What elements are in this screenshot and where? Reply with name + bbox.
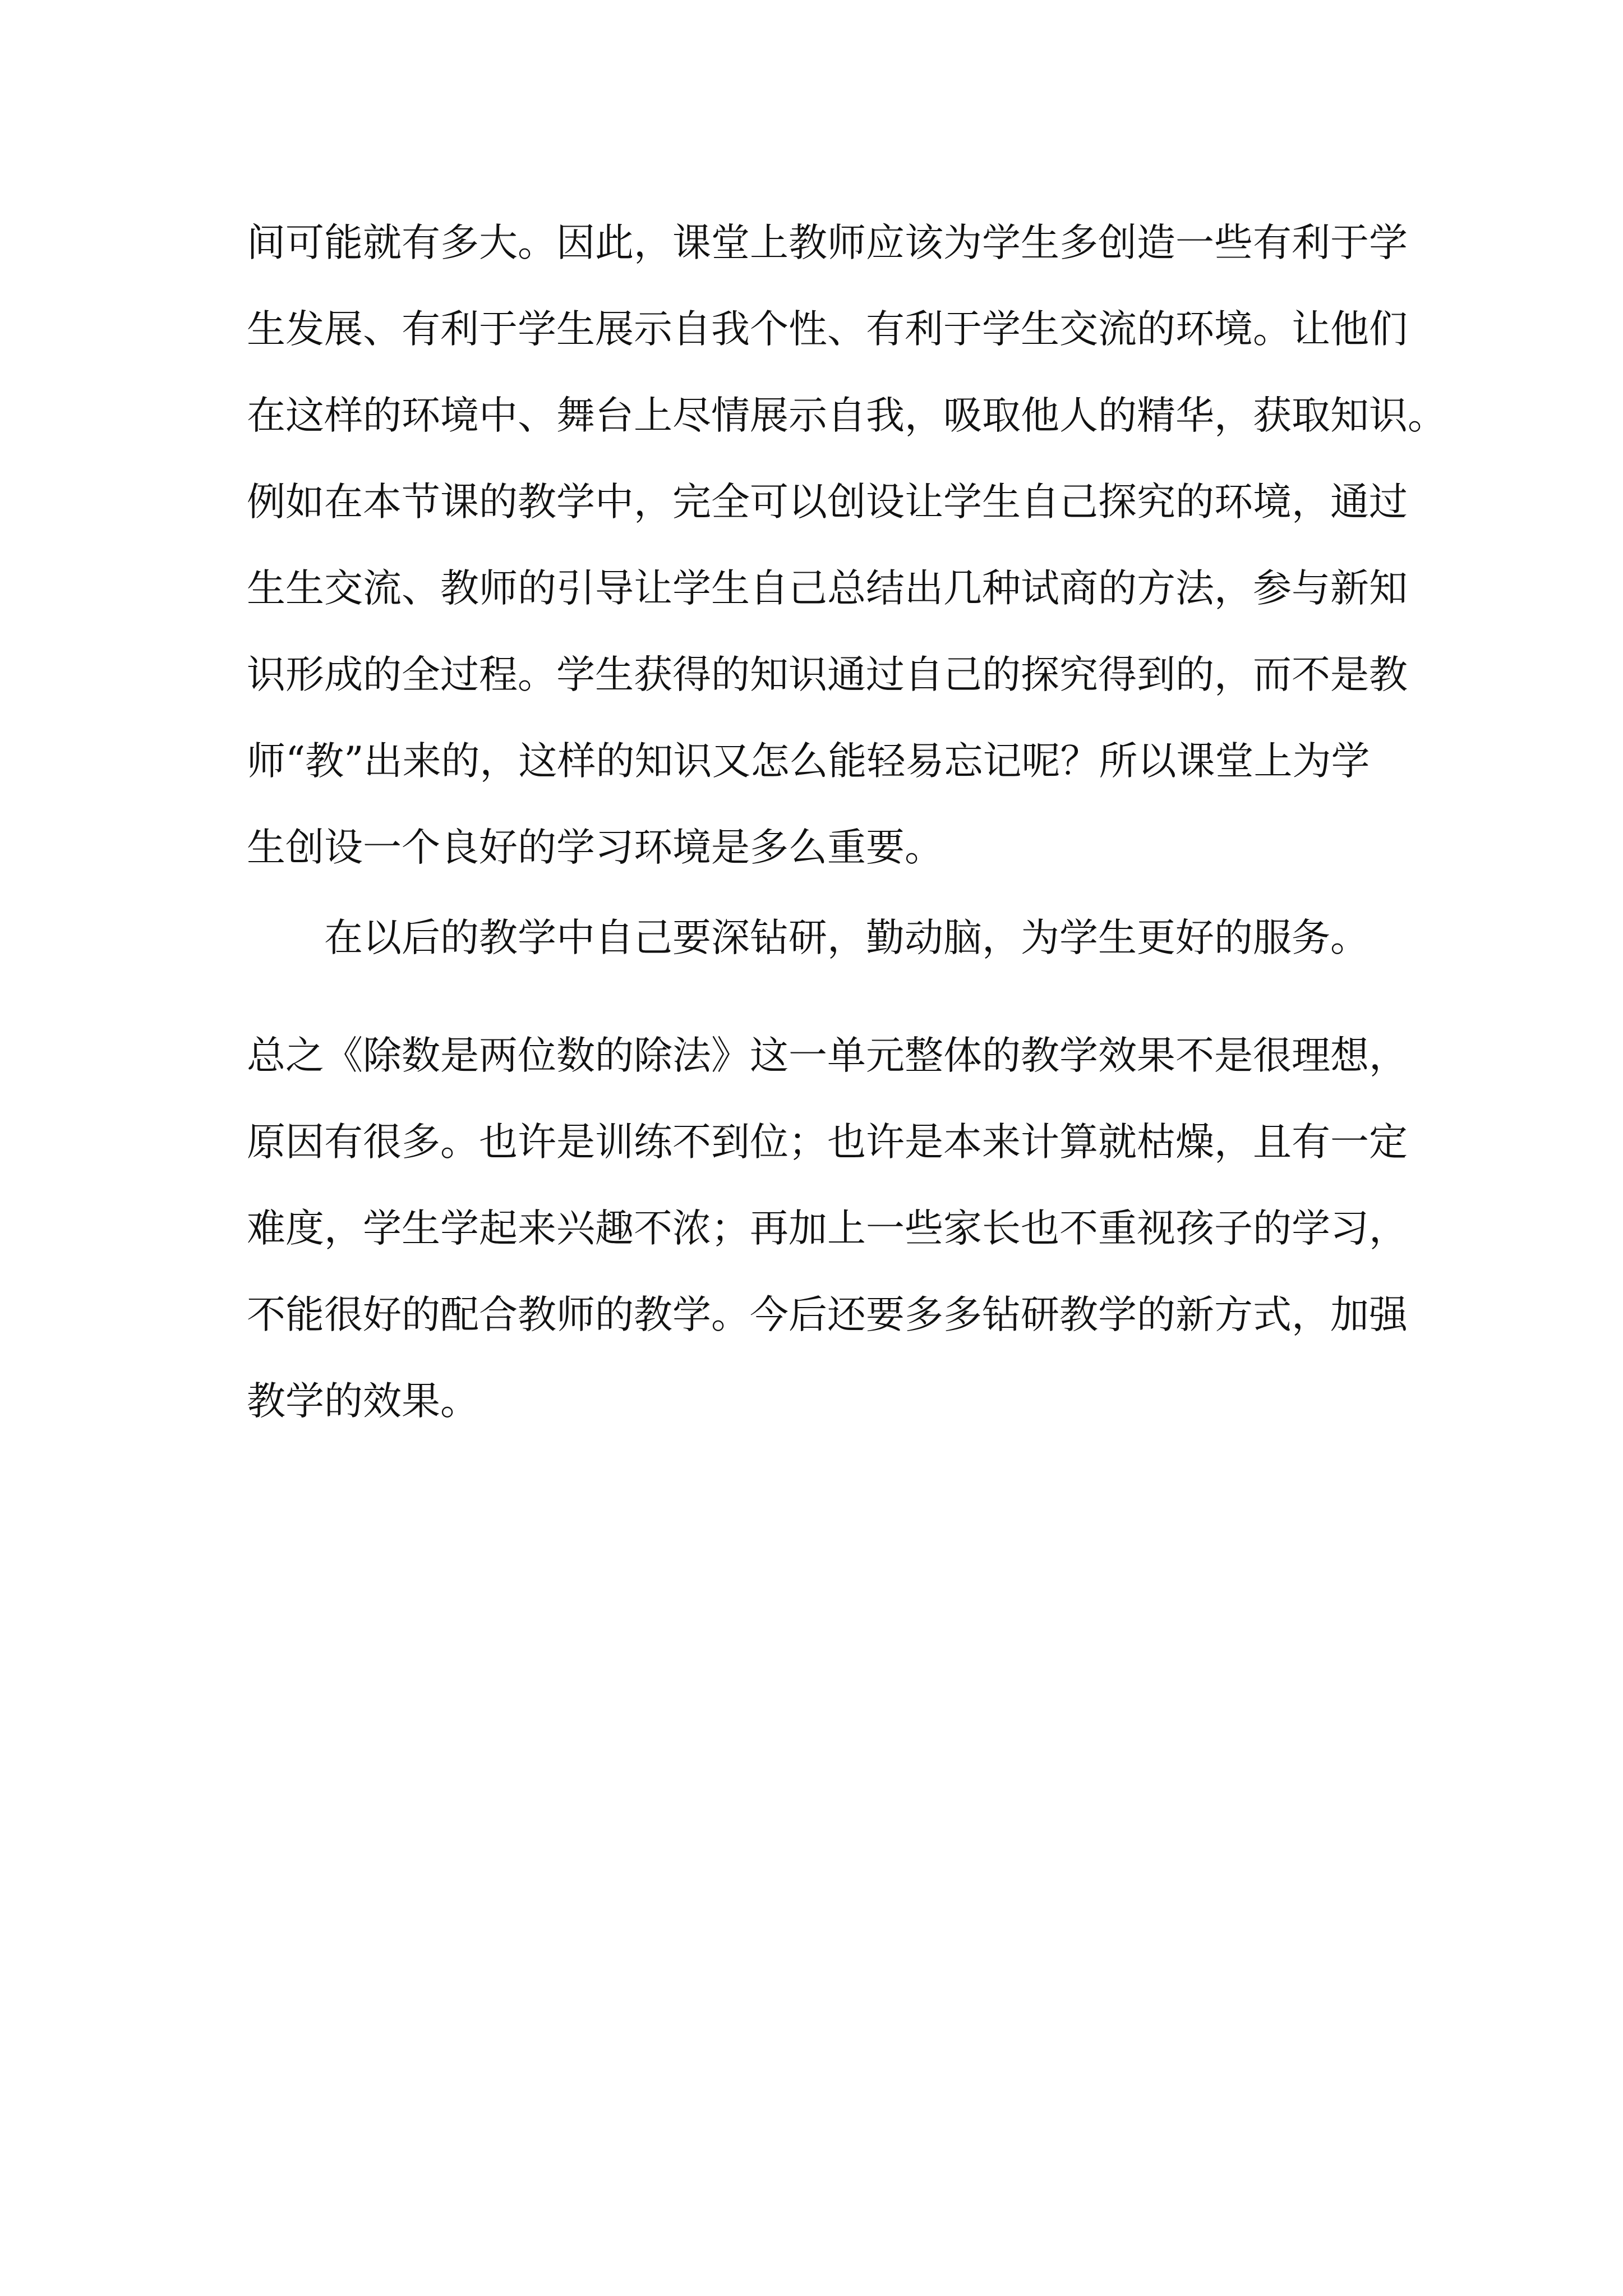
- text-line: 师“教”出来的，这样的知识又怎么能轻易忘记呢？所以课堂上为学: [247, 739, 1370, 784]
- text-line: 间可能就有多大。因此，课堂上教师应该为学生多创造一些有利于学: [247, 220, 1408, 265]
- text-line: 生发展、有利于学生展示自我个性、有利于学生交流的环境。让他们: [247, 307, 1408, 352]
- text-line: 教学的效果。: [247, 1379, 479, 1424]
- text-line: 在以后的教学中自己要深钻研，勤动脑，为学生更好的服务。: [324, 915, 1369, 960]
- paragraph-summary: [247, 1013, 1413, 1444]
- paragraph-future-teaching: [247, 895, 1413, 981]
- text-line: 生生交流、教师的引导让学生自己总结出几种试商的方法，参与新知: [247, 566, 1408, 611]
- text-line: 原因有很多。也许是训练不到位；也许是本来计算就枯燥，且有一定: [247, 1120, 1408, 1165]
- text-line: 例如在本节课的教学中，完全可以创设让学生自己探究的环境，通过: [247, 480, 1408, 524]
- text-line: 难度，学生学起来兴趣不浓；再加上一些家长也不重视孩子的学习，: [247, 1206, 1408, 1251]
- text-line: 识形成的全过程。学生获得的知识通过自己的探究得到的，而不是教: [247, 652, 1408, 697]
- text-line: 不能很好的配合教师的教学。今后还要多多钻研教学的新方式，加强: [247, 1292, 1408, 1337]
- text-line: 总之《除数是两位数的除法》这一单元整体的教学效果不是很理想，: [247, 1033, 1408, 1078]
- text-line: 在这样的环境中、舞台上尽情展示自我，吸取他人的精华，获取知识。: [247, 393, 1446, 438]
- paragraph-classroom-environment: [247, 200, 1446, 891]
- text-line: 生创设一个良好的学习环境是多么重要。: [247, 825, 943, 870]
